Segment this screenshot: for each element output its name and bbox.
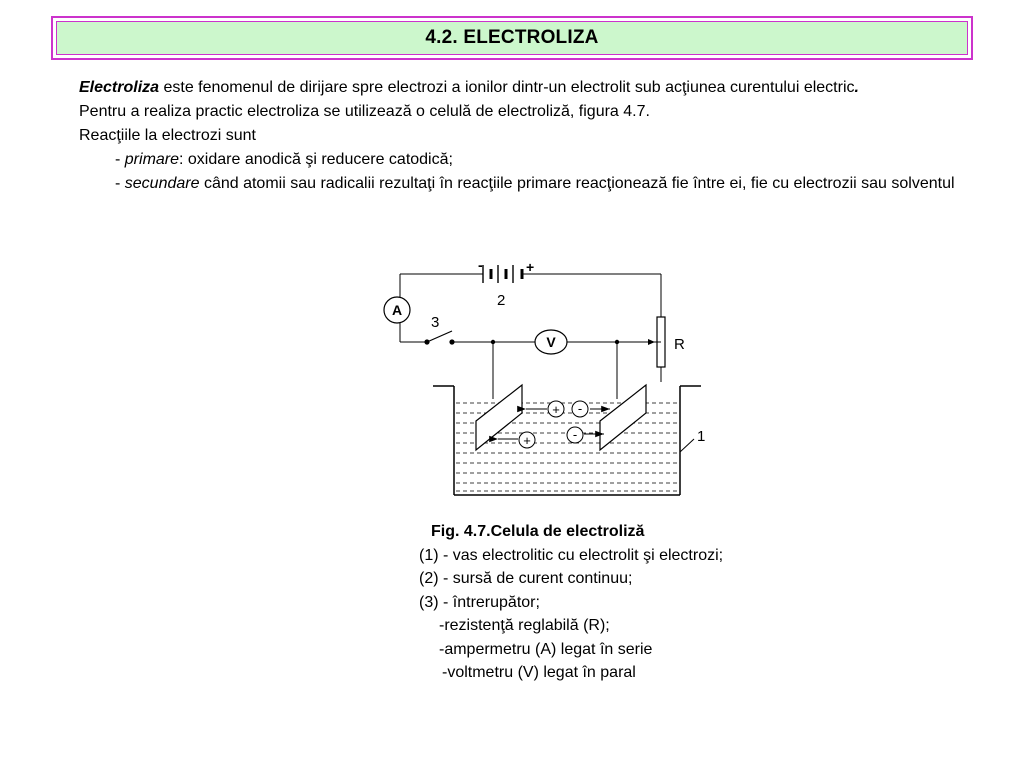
cation-ion: [519, 432, 535, 448]
item-primary-term: primare: [124, 151, 180, 168]
item-primary: [79, 150, 1009, 170]
item-secondary-term: secundare: [124, 175, 200, 192]
page-title: 4.2. ELECTROLIZA: [425, 27, 599, 48]
junction-dot: [491, 340, 495, 344]
caption-line: (1) - vas electrolitic cu electrolit şi electrozi;: [419, 546, 724, 564]
item-secondary-dash: -: [115, 175, 125, 192]
label-3: 3: [431, 314, 440, 331]
anion-sign: -: [577, 401, 583, 416]
switch-icon: [425, 331, 454, 344]
anion-ion: [572, 401, 588, 417]
paragraph-reactions: Reacţiile la electrozi sunt: [79, 127, 256, 144]
caption-line: (2) - sursă de curent continuu;: [419, 570, 633, 587]
title-banner: [51, 16, 973, 60]
title-banner-inner: [56, 21, 968, 55]
caption-title: Fig. 4.7.Celula de electroliză: [431, 523, 645, 540]
definition-end: .: [854, 79, 859, 96]
resistor-label: R: [674, 336, 685, 353]
caption-line: -voltmetru (V) legat în paral: [442, 664, 636, 681]
electrolytic-vessel: [433, 386, 701, 495]
battery-minus-label: -: [478, 257, 483, 273]
paragraph-cell: Pentru a realiza practic electroliza se utilizează o celulă de electroliză, figura 4.7.: [79, 103, 650, 120]
battery-icon: [483, 265, 532, 283]
caption-line: -ampermetru (A) legat în serie: [439, 640, 653, 658]
cation-ion: [548, 401, 564, 417]
figure-caption: [419, 520, 839, 685]
item-primary-text: : oxidare anodică şi reducere catodică;: [179, 151, 453, 168]
voltmeter-icon: [535, 330, 567, 354]
junction-dot: [615, 340, 619, 344]
electrolysis-cell-figure: [372, 257, 712, 507]
term-electroliza: Electroliza: [79, 79, 160, 96]
battery-plus-label: +: [526, 259, 535, 275]
item-secondary-text: când atomii sau radicalii rezultaţi în reacţiile primare reacţionează fie între ei, fie cu electrozii sau solventul: [199, 175, 955, 192]
item-secondary: [79, 174, 1009, 194]
label-2: 2: [497, 292, 506, 309]
anion-ion: [567, 427, 583, 443]
anion-sign: -: [572, 427, 578, 442]
caption-line: -rezistenţă reglabilă (R);: [439, 617, 610, 634]
cation-sign: +: [523, 433, 531, 448]
item-primary-dash: -: [115, 151, 125, 168]
ammeter-icon: [384, 297, 410, 323]
body-text: [79, 78, 1009, 198]
paragraph-definition: [79, 78, 1009, 98]
voltmeter-label: V: [546, 334, 556, 350]
cation-sign: +: [552, 402, 560, 417]
rheostat-icon: [647, 317, 665, 367]
definition-text: este fenomenul de dirijare spre electrozi a ionilor dintr-un electrolit sub acţiunea curentului electric: [159, 79, 855, 96]
ammeter-label: A: [391, 302, 403, 318]
caption-line: (3) - întrerupător;: [419, 593, 540, 611]
label-1: 1: [697, 428, 706, 445]
